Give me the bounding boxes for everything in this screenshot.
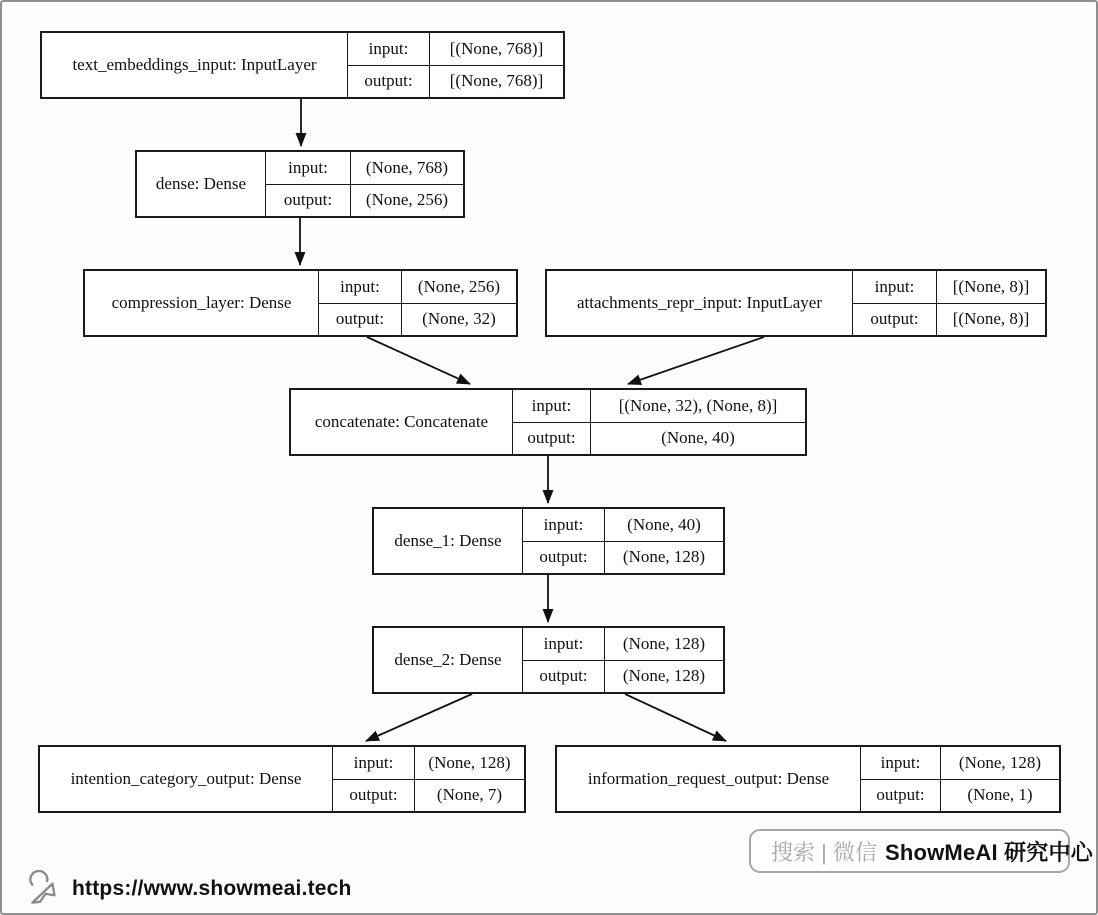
- output-shape: (None, 40): [590, 423, 805, 455]
- layer-name: attachments_repr_input: InputLayer: [577, 293, 822, 312]
- output-shape: (None, 128): [604, 542, 723, 574]
- input-label: input:: [522, 628, 604, 660]
- node-text-embeddings-input: [40, 31, 565, 99]
- input-label: input:: [265, 152, 350, 184]
- edge-dense2-to-information: [625, 694, 726, 741]
- node-intention-category-output: [38, 745, 526, 813]
- output-label: output:: [512, 423, 590, 455]
- output-label: output:: [522, 661, 604, 693]
- layer-name: dense_2: Dense: [394, 650, 502, 669]
- input-shape: [(None, 8)]: [936, 271, 1045, 303]
- layer-name: dense: Dense: [155, 174, 247, 193]
- watermark-brand-label: ShowMeAI 研究中心: [884, 839, 1093, 865]
- footer-url: https://www.showmeai.tech: [72, 877, 352, 900]
- output-shape: (None, 128): [604, 661, 723, 693]
- watermark-badge: [749, 829, 1093, 873]
- output-shape: (None, 1): [940, 780, 1059, 812]
- output-label: output:: [522, 542, 604, 574]
- input-shape: (None, 128): [414, 747, 524, 779]
- input-shape: (None, 768): [350, 152, 463, 184]
- input-label: input:: [512, 390, 590, 422]
- edge-dense2-to-intention: [366, 694, 472, 741]
- input-label: input:: [522, 509, 604, 541]
- input-label: input:: [318, 271, 401, 303]
- layer-name: information_request_output: Dense: [587, 769, 830, 788]
- layer-name: dense_1: Dense: [394, 531, 502, 550]
- layer-name: intention_category_output: Dense: [70, 769, 302, 788]
- node-compression-layer: [83, 269, 518, 337]
- cursor-icon: [26, 870, 64, 908]
- output-label: output:: [860, 780, 940, 812]
- output-label: output:: [318, 304, 401, 336]
- edge-compression-to-concat: [367, 337, 470, 384]
- layer-name: concatenate: Concatenate: [314, 412, 489, 431]
- node-dense-1: [372, 507, 725, 575]
- output-shape: (None, 7): [414, 780, 524, 812]
- input-label: input:: [852, 271, 936, 303]
- edge-attachments-to-concat: [628, 337, 764, 384]
- input-shape: (None, 128): [604, 628, 723, 660]
- input-label: input:: [347, 33, 429, 65]
- watermark-search-label: 搜索 | 微信: [771, 839, 877, 865]
- output-label: output:: [332, 780, 414, 812]
- layer-name: compression_layer: Dense: [111, 293, 292, 312]
- input-shape: (None, 40): [604, 509, 723, 541]
- output-label: output:: [265, 185, 350, 217]
- output-shape: (None, 32): [401, 304, 516, 336]
- node-dense: [135, 150, 465, 218]
- input-label: input:: [860, 747, 940, 779]
- output-shape: [(None, 8)]: [936, 304, 1045, 336]
- layer-name: text_embeddings_input: InputLayer: [72, 55, 317, 74]
- output-shape: [(None, 768)]: [429, 66, 563, 98]
- node-dense-2: [372, 626, 725, 694]
- node-concatenate: [289, 388, 807, 456]
- input-shape: [(None, 32), (None, 8)]: [590, 390, 805, 422]
- output-label: output:: [852, 304, 936, 336]
- footer: [26, 870, 352, 908]
- output-shape: (None, 256): [350, 185, 463, 217]
- input-label: input:: [332, 747, 414, 779]
- node-attachments-repr-input: [545, 269, 1047, 337]
- input-shape: (None, 256): [401, 271, 516, 303]
- input-shape: [(None, 768)]: [429, 33, 563, 65]
- node-information-request-output: [555, 745, 1061, 813]
- output-label: output:: [347, 66, 429, 98]
- input-shape: (None, 128): [940, 747, 1059, 779]
